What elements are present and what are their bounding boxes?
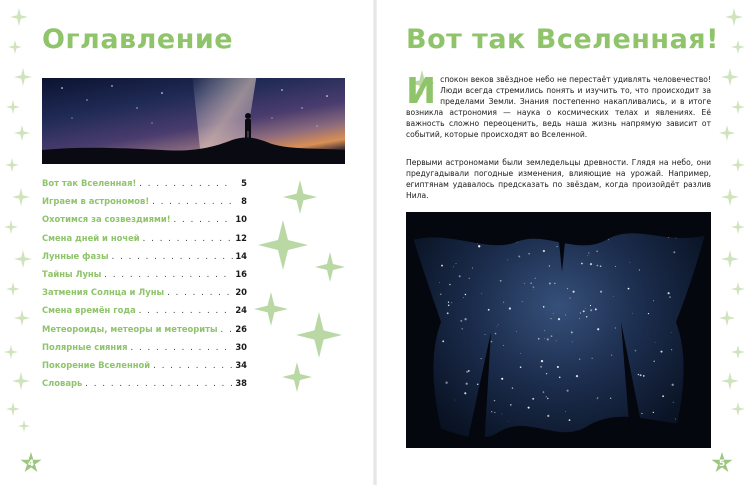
- toc-leader-dots: [164, 287, 233, 297]
- sky-star: [611, 355, 612, 356]
- toc-leader-dots: [218, 324, 233, 334]
- star-decoration: [719, 125, 735, 141]
- sky-star: [587, 255, 588, 256]
- toc-item[interactable]: [42, 360, 247, 378]
- star-decoration: [14, 310, 30, 326]
- sky-star: [671, 332, 672, 333]
- sky-star: [540, 366, 542, 368]
- sky-star: [569, 419, 571, 421]
- toc-leader-dots: [127, 342, 233, 352]
- sky-star: [673, 402, 674, 403]
- toc-item[interactable]: [42, 305, 247, 323]
- toc-item-page: 12: [235, 232, 247, 243]
- sky-star: [466, 383, 468, 385]
- sky-star: [596, 250, 598, 252]
- sky-star: [556, 340, 557, 341]
- sky-star: [635, 350, 637, 352]
- sky-star: [546, 373, 547, 374]
- star-decoration: [731, 220, 745, 234]
- star-decoration: [6, 282, 20, 296]
- toc-item-page: 30: [235, 341, 247, 352]
- toc-item[interactable]: [42, 214, 247, 232]
- sky-star: [453, 267, 454, 268]
- sky-star: [660, 351, 662, 353]
- sky-star: [503, 302, 504, 303]
- star-decoration: [5, 158, 19, 172]
- sky-star: [592, 358, 593, 359]
- sky-star: [573, 291, 575, 293]
- sky-star: [441, 265, 443, 267]
- sky-star: [498, 324, 499, 325]
- sky-star: [510, 404, 512, 406]
- sky-star: [543, 391, 544, 392]
- sky-star: [532, 398, 534, 400]
- sky-star: [520, 353, 521, 354]
- star-decoration: [721, 250, 739, 268]
- sky-star: [672, 384, 674, 386]
- table-of-contents: [42, 178, 247, 396]
- star-decoration: [283, 180, 317, 214]
- star-decoration: [4, 345, 18, 359]
- sky-star: [495, 333, 497, 335]
- sky-star: [507, 259, 508, 260]
- sky-star: [579, 359, 580, 360]
- sky-star: [549, 283, 551, 285]
- sky-star: [533, 286, 535, 288]
- star-decoration: [14, 68, 32, 86]
- toc-item-page: 20: [235, 287, 247, 298]
- sky-star: [595, 308, 597, 310]
- body-paragraph: Первыми астрономами были земледельцы древности. Глядя на небо, они предугадывали погодные изменения, влияющие на урожай. Например, египтянам удавалось предсказать по звёздам, когда произойдёт разлив Нила.: [406, 158, 711, 200]
- hero-image-starry-forest: [406, 212, 711, 448]
- toc-item[interactable]: [42, 178, 247, 196]
- sky-star: [608, 239, 609, 240]
- star-decoration: [258, 220, 308, 270]
- sky-star: [571, 331, 573, 333]
- toc-leader-dots: [149, 196, 233, 206]
- toc-item-page: 5: [241, 178, 247, 188]
- toc-item-title: Полярные сияния: [42, 341, 128, 352]
- star-decoration: [721, 372, 739, 390]
- sky-star: [460, 320, 462, 322]
- sky-star: [501, 378, 503, 380]
- sky-star: [615, 327, 616, 328]
- sky-star: [481, 358, 482, 359]
- star-decoration: [18, 420, 30, 432]
- sky-star: [600, 291, 602, 293]
- toc-item-page: 38: [235, 378, 247, 389]
- sky-star: [516, 331, 517, 332]
- sky-star: [447, 312, 449, 314]
- sky-star: [518, 255, 520, 257]
- sky-star: [554, 283, 555, 284]
- sky-star: [543, 250, 545, 252]
- sky-star: [671, 349, 672, 350]
- page-title: Оглавление: [42, 24, 234, 55]
- sky-star: [653, 300, 654, 301]
- sky-star: [669, 296, 670, 297]
- sky-star: [494, 400, 495, 401]
- sky-star: [543, 306, 545, 308]
- sky-star: [503, 345, 504, 346]
- toc-leader-dots: [109, 251, 233, 261]
- star-decoration: [296, 312, 342, 358]
- sky-star: [641, 413, 642, 414]
- sky-star: [538, 338, 540, 340]
- sky-star: [557, 366, 559, 368]
- sky-star: [597, 397, 598, 398]
- sky-star: [570, 298, 571, 299]
- sky-star: [565, 411, 566, 412]
- sky-star: [528, 407, 530, 409]
- sky-star: [655, 342, 656, 343]
- sky-star: [597, 328, 599, 330]
- star-decoration: [254, 292, 288, 326]
- sky-star: [464, 392, 466, 394]
- star-decoration: [731, 158, 745, 172]
- sky-star: [468, 370, 470, 372]
- sky-star: [469, 278, 470, 279]
- sky-star: [550, 318, 551, 319]
- toc-item-title: Затмения Солнца и Луны: [42, 287, 165, 298]
- sky-star: [547, 415, 549, 417]
- sky-star: [508, 421, 509, 422]
- toc-item-page: 8: [241, 196, 247, 207]
- sky-star: [576, 375, 578, 377]
- sky-star: [648, 313, 649, 314]
- sky-star: [478, 245, 480, 247]
- sky-star: [466, 371, 468, 373]
- sky-star: [572, 341, 573, 342]
- sky-star: [491, 411, 492, 412]
- toc-leader-dots: [150, 360, 233, 370]
- toc-item[interactable]: [42, 287, 247, 305]
- star-decoration: [12, 188, 30, 206]
- sky-star: [472, 267, 473, 268]
- sky-star: [484, 334, 485, 335]
- sky-star: [588, 252, 589, 253]
- page-number: 4: [27, 459, 35, 469]
- toc-item[interactable]: [42, 342, 247, 360]
- sky-star: [580, 312, 581, 313]
- toc-leader-dots: [171, 214, 233, 224]
- sky-star: [558, 318, 560, 320]
- page-number: 5: [718, 459, 726, 469]
- toc-item[interactable]: [42, 324, 247, 342]
- sky-star: [668, 292, 670, 294]
- sky-star: [463, 297, 464, 298]
- sky-star: [675, 418, 676, 419]
- sky-star: [448, 305, 449, 306]
- sky-star: [643, 375, 645, 377]
- sky-star: [462, 328, 463, 329]
- toc-leader-dots: [140, 233, 233, 243]
- toc-item-title: Охотимся за созвездиями!: [42, 214, 171, 225]
- toc-item-page: 16: [235, 268, 247, 279]
- sky-star: [517, 242, 518, 243]
- sky-star: [524, 283, 525, 284]
- sky-star: [544, 338, 545, 339]
- sky-star: [501, 414, 502, 415]
- toc-item-title: Лунные фазы: [42, 250, 109, 261]
- sky-star: [579, 318, 580, 319]
- toc-item-page: 10: [235, 214, 247, 225]
- intro-paragraph: [406, 71, 711, 140]
- sky-star: [456, 263, 457, 264]
- toc-item-title: Метеороиды, метеоры и метеориты: [42, 323, 218, 334]
- sky-star: [509, 307, 511, 309]
- toc-item-title: Играем в астрономов!: [42, 196, 150, 207]
- toc-leader-dots: [101, 269, 233, 279]
- star-decoration: [12, 372, 30, 390]
- star-decoration: [721, 68, 739, 86]
- toc-item[interactable]: [42, 233, 247, 251]
- sky-star: [544, 330, 545, 331]
- sky-star: [449, 284, 451, 286]
- toc-item-title: Смена времён года: [42, 305, 136, 316]
- sky-star: [459, 275, 461, 277]
- sky-star: [477, 244, 478, 245]
- star-decoration: [8, 40, 22, 54]
- toc-item-page: 24: [235, 305, 247, 316]
- sky-star: [464, 318, 466, 320]
- star-decoration: [721, 188, 739, 206]
- sky-star: [640, 374, 642, 376]
- sky-star: [600, 265, 602, 267]
- sky-star: [632, 313, 633, 314]
- star-decoration: [282, 362, 312, 392]
- toc-item[interactable]: [42, 269, 247, 287]
- toc-item[interactable]: [42, 251, 247, 269]
- sky-star: [583, 310, 585, 312]
- star-decoration: [10, 8, 28, 26]
- sky-star: [451, 302, 452, 303]
- sky-star: [496, 326, 497, 327]
- sky-star: [439, 282, 440, 283]
- sky-star: [481, 293, 482, 294]
- sky-star: [494, 412, 495, 413]
- sky-star: [590, 305, 591, 306]
- sky-star: [520, 366, 522, 368]
- sky-star: [465, 294, 466, 295]
- sky-star: [673, 251, 675, 253]
- star-decoration: [6, 100, 20, 114]
- sky-star: [512, 387, 513, 388]
- toc-item-page: 26: [235, 323, 247, 334]
- sky-star: [477, 383, 479, 385]
- sky-star: [551, 335, 553, 337]
- sky-star: [639, 269, 640, 270]
- sky-star: [533, 289, 534, 290]
- sky-star: [547, 398, 549, 400]
- sky-star: [488, 309, 490, 311]
- sky-star: [547, 338, 549, 340]
- hero-image-milky-way: [42, 78, 345, 164]
- sky-star: [440, 293, 442, 295]
- starry-forest-illustration: [406, 212, 711, 448]
- toc-item-title: Вот так Вселенная!: [42, 178, 137, 188]
- star-decoration: [731, 282, 745, 296]
- star-decoration: [731, 100, 745, 114]
- sky-star: [638, 374, 640, 376]
- toc-leader-dots: [82, 378, 233, 388]
- page-title: Вот так Вселенная!: [406, 24, 719, 55]
- sky-star: [448, 301, 449, 302]
- sky-star: [500, 280, 502, 282]
- sky-star: [455, 400, 456, 401]
- sky-star: [653, 412, 654, 413]
- sky-star: [586, 316, 587, 317]
- star-decoration: [731, 402, 745, 416]
- sky-star: [535, 278, 536, 279]
- sky-star: [565, 315, 566, 316]
- sky-star: [528, 253, 530, 255]
- star-decoration: [6, 402, 20, 416]
- sky-star: [445, 382, 447, 384]
- star-decoration: [14, 125, 30, 141]
- star-decoration: [14, 250, 32, 268]
- star-decoration: [4, 220, 18, 234]
- sky-star: [629, 262, 630, 263]
- sky-star: [442, 340, 444, 342]
- star-decoration: [315, 252, 345, 282]
- drop-cap: И: [406, 71, 437, 112]
- sky-star: [597, 398, 598, 399]
- sky-star: [556, 246, 557, 247]
- sky-star: [585, 308, 586, 309]
- toc-item-title: Словарь: [42, 378, 83, 389]
- sky-star: [531, 283, 532, 284]
- milky-way-illustration: [42, 78, 345, 164]
- sky-star: [615, 266, 616, 267]
- sky-star: [546, 396, 547, 397]
- sky-star: [610, 398, 611, 399]
- toc-item[interactable]: [42, 378, 247, 396]
- sky-star: [662, 395, 664, 397]
- toc-item-page: 34: [235, 359, 247, 370]
- sky-star: [491, 341, 493, 343]
- toc-item-title: Смена дней и ночей: [42, 232, 140, 243]
- sky-star: [590, 309, 592, 311]
- star-decoration: [731, 40, 745, 54]
- sky-star: [549, 265, 550, 266]
- sky-star: [654, 361, 655, 362]
- sky-star: [581, 263, 583, 265]
- sky-star: [628, 288, 630, 290]
- intro-text: спокон веков звёздное небо не перестаёт удивлять человечество! Люди всегда стремились понять и изучить то, что происходит за пределами Земли. Знания постепенно накапливались, и в итоге возникла астрономия — наука о космических телах и явлениях. Её важность сложно переоценить, ведь наша жизнь напрямую зависит от событий, которые происходят во Вселенной.: [406, 75, 711, 139]
- star-decoration: [725, 8, 743, 26]
- sky-star: [553, 313, 554, 314]
- star-decoration: [719, 310, 735, 326]
- toc-item-title: Тайны Луны: [42, 268, 102, 279]
- toc-item[interactable]: [42, 196, 247, 214]
- sky-star: [559, 376, 561, 378]
- sky-star: [596, 265, 598, 267]
- toc-item-title: Покорение Вселенной: [42, 359, 151, 370]
- star-decoration: [731, 345, 745, 359]
- toc-item-page: 14: [235, 250, 247, 261]
- sky-star: [567, 288, 568, 289]
- sky-star: [590, 263, 592, 265]
- sky-star: [522, 301, 523, 302]
- toc-leader-dots: [136, 178, 233, 188]
- toc-leader-dots: [136, 305, 233, 315]
- sky-star: [613, 296, 614, 297]
- sky-star: [541, 360, 543, 362]
- sky-star: [567, 390, 569, 392]
